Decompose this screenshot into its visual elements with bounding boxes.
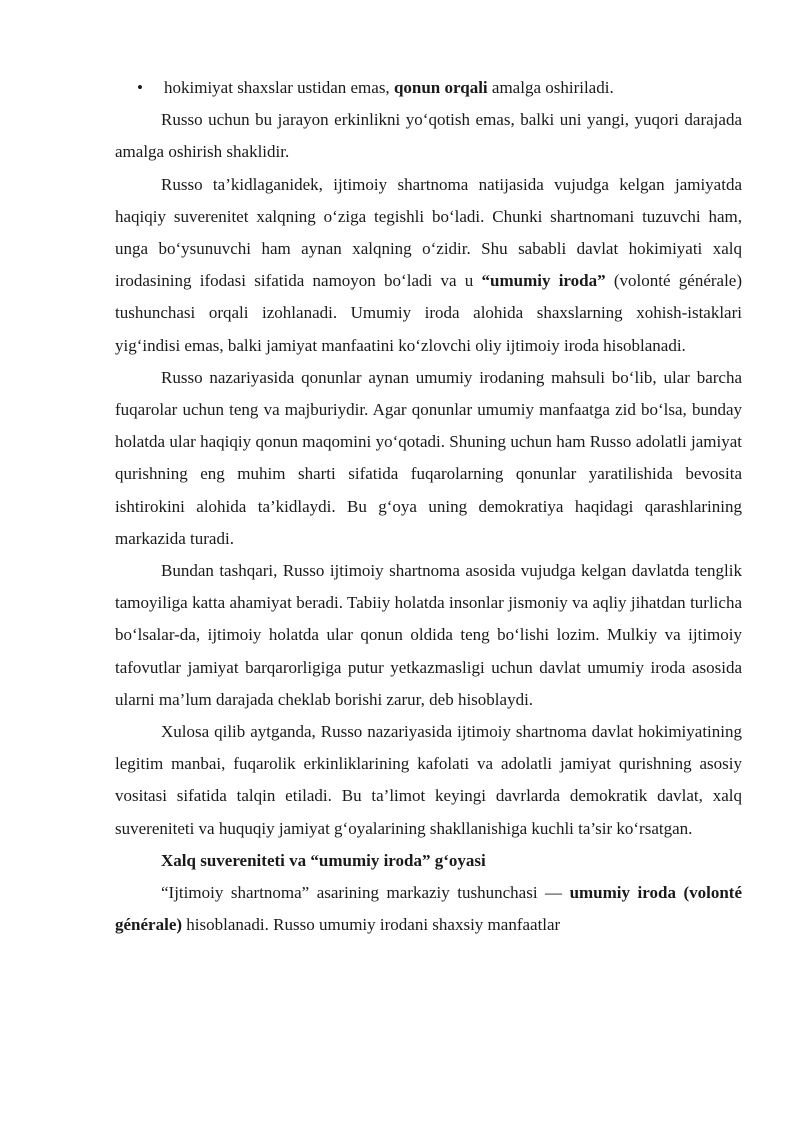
paragraph-1: Russo uchun bu jarayon erkinlikni yo‘qotish emas, balki uni yangi, yuqori darajada amalga oshirish shaklidir.: [115, 110, 742, 162]
paragraph-2-before: Russo ta’kidlaganidek, ijtimoiy shartnoma natijasida vujudga kelgan jamiyatda haqiqiy suverenitet xalqning o‘ziga tegishli bo‘ladi. Chunki shartnomani tuzuvchi ham, unga bo‘ysunuvchi ham aynan xalqning o‘zidir. Shu sababli davlat hokimiyati xalq irodasining ifodasi sifatida namoyon bo‘ladi va u: [115, 174, 742, 291]
bullet-text-after: amalga oshiriladi.: [487, 78, 614, 97]
paragraph-2: [115, 169, 742, 362]
paragraph-6: [115, 877, 742, 941]
bullet-icon: •: [137, 78, 143, 97]
paragraph-5: Xulosa qilib aytganda, Russo nazariyasida ijtimoiy shartnoma davlat hokimiyatining legitim manbai, fuqarolik erkinliklarining kafolati va adolatli jamiyat qurishning asosiy vositasi sifatida talqin etiladi. Bu ta’limot keyingi davrlarda demokratik davlat, xalq suvereniteti va huquqiy jamiyat g‘oyalarining shakllanishiga kuchli ta’sir ko‘rsatgan.: [115, 722, 742, 838]
bullet-item: [115, 72, 742, 104]
paragraph-2-bold: “umumiy iroda”: [481, 271, 606, 291]
paragraph-6-bold: umumiy iroda (volonté générale): [115, 883, 742, 935]
bullet-text-bold: qonun orqali: [393, 78, 488, 97]
paragraph-3: Russo nazariyasida qonunlar aynan umumiy irodaning mahsuli bo‘lib, ular barcha fuqarolar uchun teng va majburiydir. Agar qonunlar umumiy manfaatga zid bo‘lsa, bunday holatda ular haqiqiy qonun maqomini yo‘qotadi. Shuning uchun ham Russo adolatli jamiyat qurishning eng muhim sharti sifatida fuqarolarning qonunlar yaratilishida bevosita ishtirokini alohida ta’kidlaydi. Bu g‘oya uning demokratiya haqidagi qarashlarining markazida turadi.: [115, 367, 742, 548]
paragraph-6-before: “Ijtimoiy shartnoma” asarining markaziy tushunchasi —: [161, 883, 570, 903]
document-page: [115, 72, 742, 941]
paragraph-4: Bundan tashqari, Russo ijtimoiy shartnoma asosida vujudga kelgan davlatda tenglik tamoyiliga katta ahamiyat beradi. Tabiiy holatda insonlar jismoniy va aqliy jihatdan turlicha bo‘lsalar-da, ijtimoiy holatda ular qonun oldida teng bo‘lishi lozim. Mulkiy va ijtimoiy tafovutlar jamiyat barqarorligiga putur yetkazmasligi uchun davlat umumiy iroda asosida ularni ma’lum darajada cheklab borishi zarur, deb hisoblaydi.: [115, 561, 742, 709]
paragraph-2-after: (volonté générale) tushunchasi orqali izohlanadi. Umumiy iroda alohida shaxslarning xohish-istaklari yig‘indisi emas, balki jamiyat manfaatini ko‘zlovchi oliy ijtimoiy iroda hisoblanadi.: [115, 271, 742, 355]
bullet-text-before: hokimiyat shaxslar ustidan emas,: [164, 78, 394, 97]
section-heading: Xalq suvereniteti va “umumiy iroda” g‘oyasi: [161, 850, 486, 870]
paragraph-6-after: hisoblanadi. Russo umumiy irodani shaxsiy manfaatlar: [182, 915, 561, 935]
